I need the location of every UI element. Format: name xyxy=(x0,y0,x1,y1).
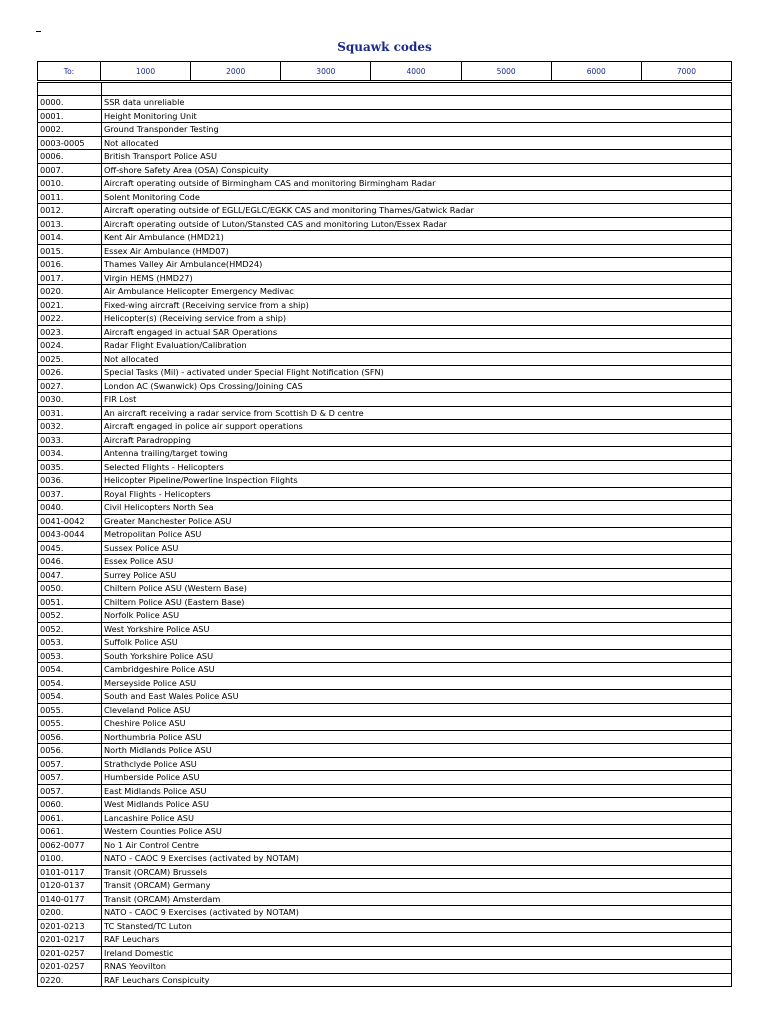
description-cell: Transit (ORCAM) Germany xyxy=(102,879,732,893)
squawk-code-cell: 0016. xyxy=(38,258,102,272)
table-row xyxy=(38,163,732,177)
table-row xyxy=(38,366,732,380)
description-cell: Aircraft engaged in actual SAR Operations xyxy=(102,325,732,339)
description-cell: Cheshire Police ASU xyxy=(102,717,732,731)
squawk-code-cell: 0043-0044 xyxy=(38,528,102,542)
table-row xyxy=(38,406,732,420)
description-cell: Height Monitoring Unit xyxy=(102,109,732,123)
description-cell: Thames Valley Air Ambulance(HMD24) xyxy=(102,258,732,272)
table-row xyxy=(38,96,732,110)
table-row xyxy=(38,690,732,704)
description-cell: Surrey Police ASU xyxy=(102,568,732,582)
squawk-code-cell: 0007. xyxy=(38,163,102,177)
squawk-code-cell: 0033. xyxy=(38,433,102,447)
table-row xyxy=(38,744,732,758)
table-row xyxy=(38,460,732,474)
squawk-code-cell: 0055. xyxy=(38,703,102,717)
squawk-code-cell: 0034. xyxy=(38,447,102,461)
squawk-code-cell: 0002. xyxy=(38,123,102,137)
table-row xyxy=(38,771,732,785)
squawk-code-cell: 0050. xyxy=(38,582,102,596)
table-row xyxy=(38,528,732,542)
description-cell: West Midlands Police ASU xyxy=(102,798,732,812)
table-row xyxy=(38,123,732,137)
table-row xyxy=(38,150,732,164)
squawk-code-cell: 0201-0257 xyxy=(38,946,102,960)
table-row xyxy=(38,622,732,636)
description-cell: East Midlands Police ASU xyxy=(102,784,732,798)
description-cell: Not allocated xyxy=(102,136,732,150)
squawk-code-cell: 0051. xyxy=(38,595,102,609)
squawk-code-cell: 0017. xyxy=(38,271,102,285)
nav-link-1000[interactable]: 1000 xyxy=(101,62,191,81)
table-row xyxy=(38,487,732,501)
squawk-code-cell: 0003-0005 xyxy=(38,136,102,150)
description-cell: North Midlands Police ASU xyxy=(102,744,732,758)
description-cell: Cambridgeshire Police ASU xyxy=(102,663,732,677)
table-row xyxy=(38,258,732,272)
description-cell: Radar Flight Evaluation/Calibration xyxy=(102,339,732,353)
squawk-code-cell: 0023. xyxy=(38,325,102,339)
corner-mark xyxy=(36,31,41,32)
table-row xyxy=(38,204,732,218)
table-row xyxy=(38,339,732,353)
description-cell: Special Tasks (Mil) - activated under Special Flight Notification (SFN) xyxy=(102,366,732,380)
nav-link-5000[interactable]: 5000 xyxy=(461,62,551,81)
table-row xyxy=(38,595,732,609)
squawk-code-cell: 0047. xyxy=(38,568,102,582)
table-row xyxy=(38,541,732,555)
table-row xyxy=(38,474,732,488)
description-cell: West Yorkshire Police ASU xyxy=(102,622,732,636)
table-row xyxy=(38,568,732,582)
table-row xyxy=(38,393,732,407)
description-cell: Aircraft Paradropping xyxy=(102,433,732,447)
squawk-code-table xyxy=(37,82,732,987)
table-row xyxy=(38,312,732,326)
table-row xyxy=(38,946,732,960)
description-cell: Norfolk Police ASU xyxy=(102,609,732,623)
squawk-code-cell: 0101-0117 xyxy=(38,865,102,879)
squawk-code-cell: 0062-0077 xyxy=(38,838,102,852)
description-cell: Merseyside Police ASU xyxy=(102,676,732,690)
table-row xyxy=(38,636,732,650)
table-row xyxy=(38,730,732,744)
nav-link-4000[interactable]: 4000 xyxy=(371,62,461,81)
description-cell: Sussex Police ASU xyxy=(102,541,732,555)
description-cell: NATO - CAOC 9 Exercises (activated by NOTAM) xyxy=(102,906,732,920)
squawk-code-cell: 0027. xyxy=(38,379,102,393)
table-row xyxy=(38,109,732,123)
table-row xyxy=(38,973,732,987)
table-row xyxy=(38,676,732,690)
description-cell: Fixed-wing aircraft (Receiving service from a ship) xyxy=(102,298,732,312)
squawk-code-cell: 0037. xyxy=(38,487,102,501)
squawk-code-cell: 0014. xyxy=(38,231,102,245)
squawk-code-cell: 0001. xyxy=(38,109,102,123)
squawk-code-cell: 0057. xyxy=(38,757,102,771)
table-row xyxy=(38,879,732,893)
squawk-code-cell: 0100. xyxy=(38,852,102,866)
squawk-code-table-body xyxy=(38,83,732,987)
table-row xyxy=(38,514,732,528)
description-cell: Greater Manchester Police ASU xyxy=(102,514,732,528)
description-cell: Essex Police ASU xyxy=(102,555,732,569)
nav-to-label: To: xyxy=(38,62,101,81)
description-cell: British Transport Police ASU xyxy=(102,150,732,164)
description-cell: Solent Monitoring Code xyxy=(102,190,732,204)
table-row xyxy=(38,609,732,623)
squawk-code-cell: 0060. xyxy=(38,798,102,812)
table-row xyxy=(38,379,732,393)
table-row xyxy=(38,798,732,812)
table-row xyxy=(38,784,732,798)
description-cell: FIR Lost xyxy=(102,393,732,407)
table-spacer-row xyxy=(38,83,732,96)
squawk-code-cell: 0057. xyxy=(38,784,102,798)
description-cell: Aircraft operating outside of Birmingham CAS and monitoring Birmingham Radar xyxy=(102,177,732,191)
table-row xyxy=(38,757,732,771)
squawk-code-cell: 0010. xyxy=(38,177,102,191)
squawk-code-cell: 0053. xyxy=(38,636,102,650)
squawk-code-cell: 0061. xyxy=(38,811,102,825)
description-cell: Ireland Domestic xyxy=(102,946,732,960)
table-row xyxy=(38,663,732,677)
description-cell: TC Stansted/TC Luton xyxy=(102,919,732,933)
page-title-text: Squawk codes xyxy=(337,40,432,54)
table-row xyxy=(38,825,732,839)
table-row xyxy=(38,352,732,366)
description-cell: Western Counties Police ASU xyxy=(102,825,732,839)
squawk-code-cell: 0201-0213 xyxy=(38,919,102,933)
description-cell: Helicopter Pipeline/Powerline Inspection Flights xyxy=(102,474,732,488)
squawk-code-cell: 0055. xyxy=(38,717,102,731)
squawk-code-cell: 0201-0257 xyxy=(38,960,102,974)
description-cell: Not allocated xyxy=(102,352,732,366)
description-cell: Aircraft operating outside of Luton/Stansted CAS and monitoring Luton/Essex Radar xyxy=(102,217,732,231)
squawk-code-cell: 0013. xyxy=(38,217,102,231)
description-cell: RAF Leuchars Conspicuity xyxy=(102,973,732,987)
squawk-code-cell: 0000. xyxy=(38,96,102,110)
squawk-code-cell: 0041-0042 xyxy=(38,514,102,528)
nav-link-3000[interactable]: 3000 xyxy=(281,62,371,81)
table-row xyxy=(38,298,732,312)
table-row xyxy=(38,703,732,717)
table-row xyxy=(38,136,732,150)
squawk-code-cell: 0054. xyxy=(38,676,102,690)
squawk-code-cell: 0035. xyxy=(38,460,102,474)
table-row xyxy=(38,285,732,299)
table-row xyxy=(38,933,732,947)
squawk-code-cell: 0220. xyxy=(38,973,102,987)
table-row xyxy=(38,325,732,339)
description-cell: Off-shore Safety Area (OSA) Conspicuity xyxy=(102,163,732,177)
squawk-code-cell: 0201-0217 xyxy=(38,933,102,947)
table-row xyxy=(38,919,732,933)
table-row xyxy=(38,906,732,920)
table-row xyxy=(38,582,732,596)
squawk-code-cell: 0053. xyxy=(38,649,102,663)
table-row xyxy=(38,271,732,285)
description-cell: Transit (ORCAM) Brussels xyxy=(102,865,732,879)
description-cell: Civil Helicopters North Sea xyxy=(102,501,732,515)
table-row xyxy=(38,420,732,434)
squawk-code-cell: 0021. xyxy=(38,298,102,312)
squawk-code-cell: 0054. xyxy=(38,663,102,677)
squawk-code-cell: 0022. xyxy=(38,312,102,326)
table-row xyxy=(38,501,732,515)
squawk-code-cell: 0061. xyxy=(38,825,102,839)
squawk-code-cell: 0040. xyxy=(38,501,102,515)
description-cell: Metropolitan Police ASU xyxy=(102,528,732,542)
squawk-code-cell: 0052. xyxy=(38,609,102,623)
description-cell: Air Ambulance Helicopter Emergency Medivac xyxy=(102,285,732,299)
squawk-code-cell: 0046. xyxy=(38,555,102,569)
squawk-code-cell: 0140-0177 xyxy=(38,892,102,906)
squawk-code-cell: 0026. xyxy=(38,366,102,380)
table-row xyxy=(38,960,732,974)
description-cell: Aircraft engaged in police air support operations xyxy=(102,420,732,434)
squawk-code-cell: 0012. xyxy=(38,204,102,218)
range-navigation xyxy=(37,61,732,81)
table-row xyxy=(38,433,732,447)
description-cell: Lancashire Police ASU xyxy=(102,811,732,825)
description-cell: Ground Transponder Testing xyxy=(102,123,732,137)
table-row xyxy=(38,555,732,569)
nav-link-7000[interactable]: 7000 xyxy=(641,62,731,81)
squawk-code-cell: 0015. xyxy=(38,244,102,258)
squawk-code-cell: 0020. xyxy=(38,285,102,299)
squawk-code-cell: 0032. xyxy=(38,420,102,434)
table-row xyxy=(38,852,732,866)
description-cell: Essex Air Ambulance (HMD07) xyxy=(102,244,732,258)
description-cell: South and East Wales Police ASU xyxy=(102,690,732,704)
description-cell: An aircraft receiving a radar service from Scottish D & D centre xyxy=(102,406,732,420)
description-cell: Strathclyde Police ASU xyxy=(102,757,732,771)
squawk-code-cell: 0200. xyxy=(38,906,102,920)
table-row xyxy=(38,865,732,879)
description-cell: SSR data unreliable xyxy=(102,96,732,110)
table-row xyxy=(38,231,732,245)
description-cell: Chiltern Police ASU (Eastern Base) xyxy=(102,595,732,609)
nav-link-2000[interactable]: 2000 xyxy=(191,62,281,81)
description-cell: Transit (ORCAM) Amsterdam xyxy=(102,892,732,906)
table-row xyxy=(38,838,732,852)
description-cell: Aircraft operating outside of EGLL/EGLC/EGKK CAS and monitoring Thames/Gatwick Radar xyxy=(102,204,732,218)
nav-link-6000[interactable]: 6000 xyxy=(551,62,641,81)
description-cell: NATO - CAOC 9 Exercises (activated by NOTAM) xyxy=(102,852,732,866)
description-cell: Virgin HEMS (HMD27) xyxy=(102,271,732,285)
squawk-code-cell: 0045. xyxy=(38,541,102,555)
description-cell: RNAS Yeovilton xyxy=(102,960,732,974)
description-cell: London AC (Swanwick) Ops Crossing/Joining CAS xyxy=(102,379,732,393)
description-cell: RAF Leuchars xyxy=(102,933,732,947)
table-row xyxy=(38,447,732,461)
squawk-code-cell: 0057. xyxy=(38,771,102,785)
description-cell: Northumbria Police ASU xyxy=(102,730,732,744)
table-row xyxy=(38,217,732,231)
table-row xyxy=(38,244,732,258)
squawk-code-cell: 0056. xyxy=(38,730,102,744)
description-cell: South Yorkshire Police ASU xyxy=(102,649,732,663)
description-cell: Humberside Police ASU xyxy=(102,771,732,785)
table-row xyxy=(38,892,732,906)
table-row xyxy=(38,717,732,731)
description-cell: Kent Air Ambulance (HMD21) xyxy=(102,231,732,245)
squawk-code-cell: 0011. xyxy=(38,190,102,204)
squawk-code-cell: 0120-0137 xyxy=(38,879,102,893)
table-row xyxy=(38,177,732,191)
table-row xyxy=(38,811,732,825)
squawk-code-cell: 0024. xyxy=(38,339,102,353)
description-cell: Royal Flights - Helicopters xyxy=(102,487,732,501)
description-cell: Cleveland Police ASU xyxy=(102,703,732,717)
squawk-code-cell: 0030. xyxy=(38,393,102,407)
squawk-code-cell: 0056. xyxy=(38,744,102,758)
squawk-code-cell: 0006. xyxy=(38,150,102,164)
description-cell: Suffolk Police ASU xyxy=(102,636,732,650)
table-row xyxy=(38,649,732,663)
page-title xyxy=(37,36,732,60)
table-row xyxy=(38,190,732,204)
description-cell: Selected Flights - Helicopters xyxy=(102,460,732,474)
description-cell: No 1 Air Control Centre xyxy=(102,838,732,852)
squawk-code-cell: 0025. xyxy=(38,352,102,366)
description-cell: Helicopter(s) (Receiving service from a ship) xyxy=(102,312,732,326)
squawk-code-cell: 0031. xyxy=(38,406,102,420)
squawk-code-cell: 0052. xyxy=(38,622,102,636)
squawk-code-cell: 0036. xyxy=(38,474,102,488)
squawk-code-cell: 0054. xyxy=(38,690,102,704)
description-cell: Chiltern Police ASU (Western Base) xyxy=(102,582,732,596)
description-cell: Antenna trailing/target towing xyxy=(102,447,732,461)
